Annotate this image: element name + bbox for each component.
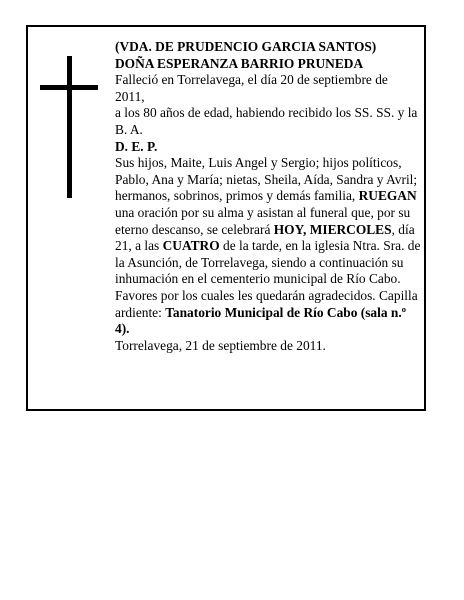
closing-line: Torrelavega, 21 de septiembre de 2011. bbox=[115, 337, 326, 353]
ruegan-word: RUEGAN bbox=[358, 188, 417, 204]
age-line: a los 80 años de edad, habiendo recibido los SS. SS. y la B. A. bbox=[115, 105, 418, 137]
death-year-line: 2011, bbox=[115, 88, 145, 104]
wake-location: Tanatorio Municipal de Río Cabo (sala n.º 4). bbox=[115, 304, 407, 337]
funeral-hour: CUATRO bbox=[162, 238, 220, 254]
widow-of-line: (VDA. DE PRUDENCIO GARCIA SANTOS) bbox=[115, 39, 377, 54]
funeral-date: , día 21, a las bbox=[115, 221, 415, 254]
dep-line: D. E. P. bbox=[115, 138, 158, 154]
cross-icon-horizontal bbox=[40, 85, 98, 90]
death-date-line: Falleció en Torrelavega, el día 20 de septiembre de bbox=[115, 72, 388, 88]
funeral-details: de la tarde, en la iglesia Ntra. Sra. de la Asunción, de Torrelavega, siendo a continuación su inhumación en el cementerio municipal de Río Cabo. Favores por los cuales les quedarán agradecidos. Capilla ardiente: bbox=[115, 238, 421, 320]
obituary-text bbox=[115, 39, 421, 354]
cross-icon-vertical bbox=[67, 56, 72, 198]
funeral-text: una oración por su alma y asistan al funeral que, por su eterno descanso, se celebrará bbox=[115, 204, 411, 237]
deceased-name: DOÑA ESPERANZA BARRIO PRUNEDA bbox=[115, 55, 364, 71]
family-list: Sus hijos, Maite, Luis Angel y Sergio; hijos políticos, Pablo, Ana y María; nietas, Sheila, Aída, Sandra y Avril; hermanos, sobrinos, primos y demás familia, bbox=[115, 155, 418, 204]
obituary-notice bbox=[26, 25, 426, 411]
funeral-day: HOY, MIERCOLES bbox=[273, 221, 392, 237]
family-paragraph bbox=[115, 155, 421, 338]
